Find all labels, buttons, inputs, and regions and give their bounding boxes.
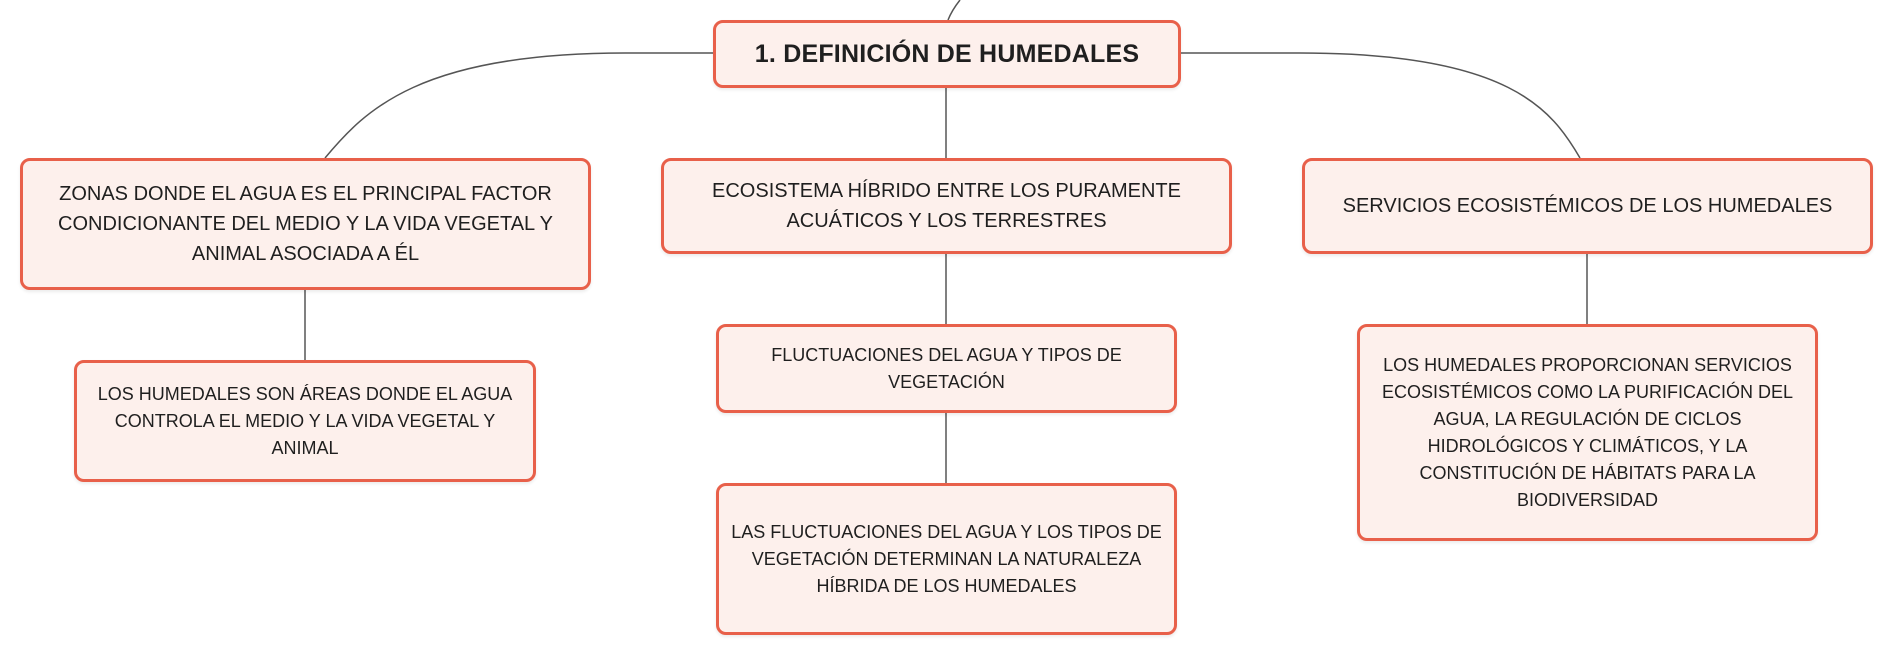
connector-parent-to-root [948,0,960,20]
leaf-node-fluctuaciones[interactable]: FLUCTUACIONES DEL AGUA Y TIPOS DE VEGETACIÓN [716,324,1177,413]
leaf-node-humedales-areas[interactable]: LOS HUMEDALES SON ÁREAS DONDE EL AGUA CONTROLA EL MEDIO Y LA VIDA VEGETAL Y ANIMAL [74,360,536,482]
branch-node-water-zones[interactable]: ZONAS DONDE EL AGUA ES EL PRINCIPAL FACTOR CONDICIONANTE DEL MEDIO Y LA VIDA VEGETAL Y ANIMAL ASOCIADA A ÉL [20,158,591,290]
leaf-node-servicios-detail[interactable]: LOS HUMEDALES PROPORCIONAN SERVICIOS ECOSISTÉMICOS COMO LA PURIFICACIÓN DEL AGUA, LA REGULACIÓN DE CICLOS HIDROLÓGICOS Y CLIMÁTICOS, Y LA CONSTITUCIÓN DE HÁBITATS PARA LA BIODIVERSIDAD [1357,324,1818,541]
root-node[interactable]: 1. DEFINICIÓN DE HUMEDALES [713,20,1181,88]
connector-root-to-branch-3 [1181,53,1580,158]
branch-node-ecosystem-services[interactable]: SERVICIOS ECOSISTÉMICOS DE LOS HUMEDALES [1302,158,1873,254]
connector-root-to-branch-1 [325,53,713,158]
leaf-node-fluctuaciones-detail[interactable]: LAS FLUCTUACIONES DEL AGUA Y LOS TIPOS DE VEGETACIÓN DETERMINAN LA NATURALEZA HÍBRIDA DE LOS HUMEDALES [716,483,1177,635]
branch-node-hybrid-ecosystem[interactable]: ECOSISTEMA HÍBRIDO ENTRE LOS PURAMENTE ACUÁTICOS Y LOS TERRESTRES [661,158,1232,254]
